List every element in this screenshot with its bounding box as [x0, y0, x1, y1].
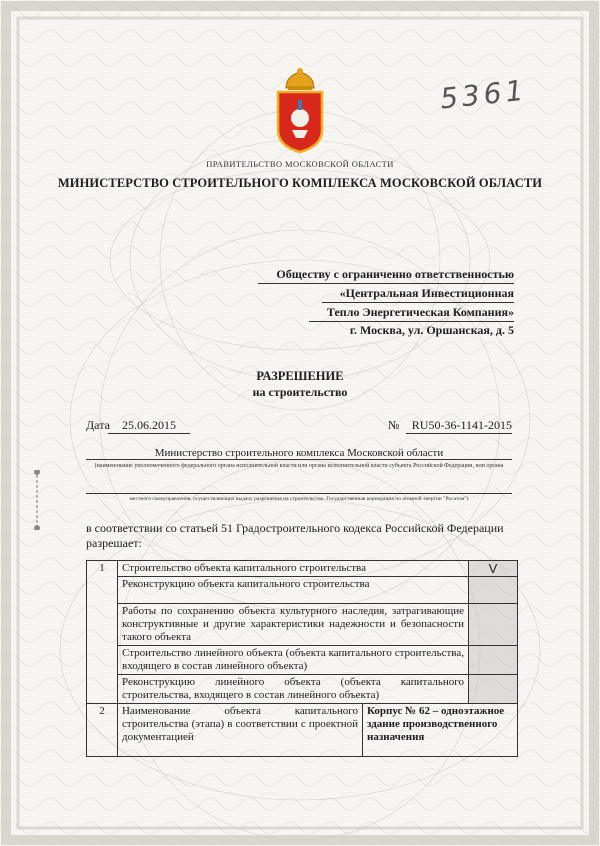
issuer-blank-line — [86, 493, 512, 494]
document-title: РАЗРЕШЕНИЕ — [256, 369, 344, 383]
work-type-text: Реконструкцию линейного объекта (объекта капитального строительства, входящего в состав линейного объекта) — [118, 675, 469, 704]
moscow-oblast-emblem — [272, 66, 328, 154]
addressee-line-4: г. Москва, ул. Оршанская, д. 5 — [349, 323, 514, 337]
binding-stitch — [30, 470, 44, 530]
document-subtitle: на строительство — [252, 385, 348, 399]
issuing-authority: Министерство строительного комплекса Московской области — [86, 447, 512, 460]
issuer-footnote-1: (наименование уполномоченного федерального органа исполнительной власти или органа исполнительной власти субъекта Российской Федерации, или органа — [94, 463, 504, 469]
row-number: 1 — [87, 561, 118, 704]
addressee-line-2: «Центральная Инвестиционная — [322, 284, 514, 303]
table-row — [87, 561, 518, 577]
work-type-text: Работы по сохранению объекта культурного наследия, затрагивающие конструктивные и другие характеристики надежности и безопасности такого объекта — [118, 604, 469, 646]
table-row — [87, 646, 518, 675]
government-heading: ПРАВИТЕЛЬСТВО МОСКОВСКОЙ ОБЛАСТИ — [206, 159, 394, 169]
work-type-text: Строительство линейного объекта (объекта капитального строительства, входящего в состав линейного объекта) — [118, 646, 469, 675]
row-number: 2 — [87, 704, 118, 757]
table-row — [87, 604, 518, 646]
work-type-checkmark — [469, 675, 518, 704]
addressee-line-1: Обществу с ограниченно ответственностью — [258, 265, 514, 284]
work-type-checkmark — [469, 577, 518, 604]
table-row — [87, 675, 518, 704]
permit-table — [86, 560, 518, 757]
number-label: № — [388, 418, 400, 432]
work-type-checkmark — [469, 646, 518, 675]
permit-number: RU50-36-1141-2015 — [406, 418, 512, 434]
work-type-text: Реконструкцию объекта капитального строительства — [118, 577, 469, 604]
work-type-checkmark — [469, 604, 518, 646]
table-row — [87, 577, 518, 604]
object-name-label: Наименование объекта капитального строительства (этапа) в соответствии с проектной документацией — [118, 704, 363, 757]
handwritten-registration-number: 5361 — [438, 73, 529, 116]
table-row — [87, 704, 518, 757]
ministry-heading: МИНИСТЕРСТВО СТРОИТЕЛЬНОГО КОМПЛЕКСА МОСКОВСКОЙ ОБЛАСТИ — [57, 176, 543, 190]
date-value: 25.06.2015 — [108, 418, 190, 434]
work-type-checkmark: V — [469, 561, 518, 577]
object-name-value: Корпус № 62 – одноэтажное здание производственного назначения — [363, 704, 518, 757]
legal-basis-text: в соответствии со статьей 51 Градостроительного кодекса Российской Федерации разрешает: — [86, 521, 504, 550]
issuer-footnote-2: местного самоуправления, осуществляющих выдачу разрешения на строительство. Государственная корпорация по атомной энергии "Росатом") — [129, 496, 469, 502]
addressee-line-3: Тепло Энергетическая Компания» — [309, 303, 514, 322]
date-label: Дата — [86, 418, 110, 432]
work-type-text: Строительство объекта капитального строительства — [118, 561, 469, 577]
